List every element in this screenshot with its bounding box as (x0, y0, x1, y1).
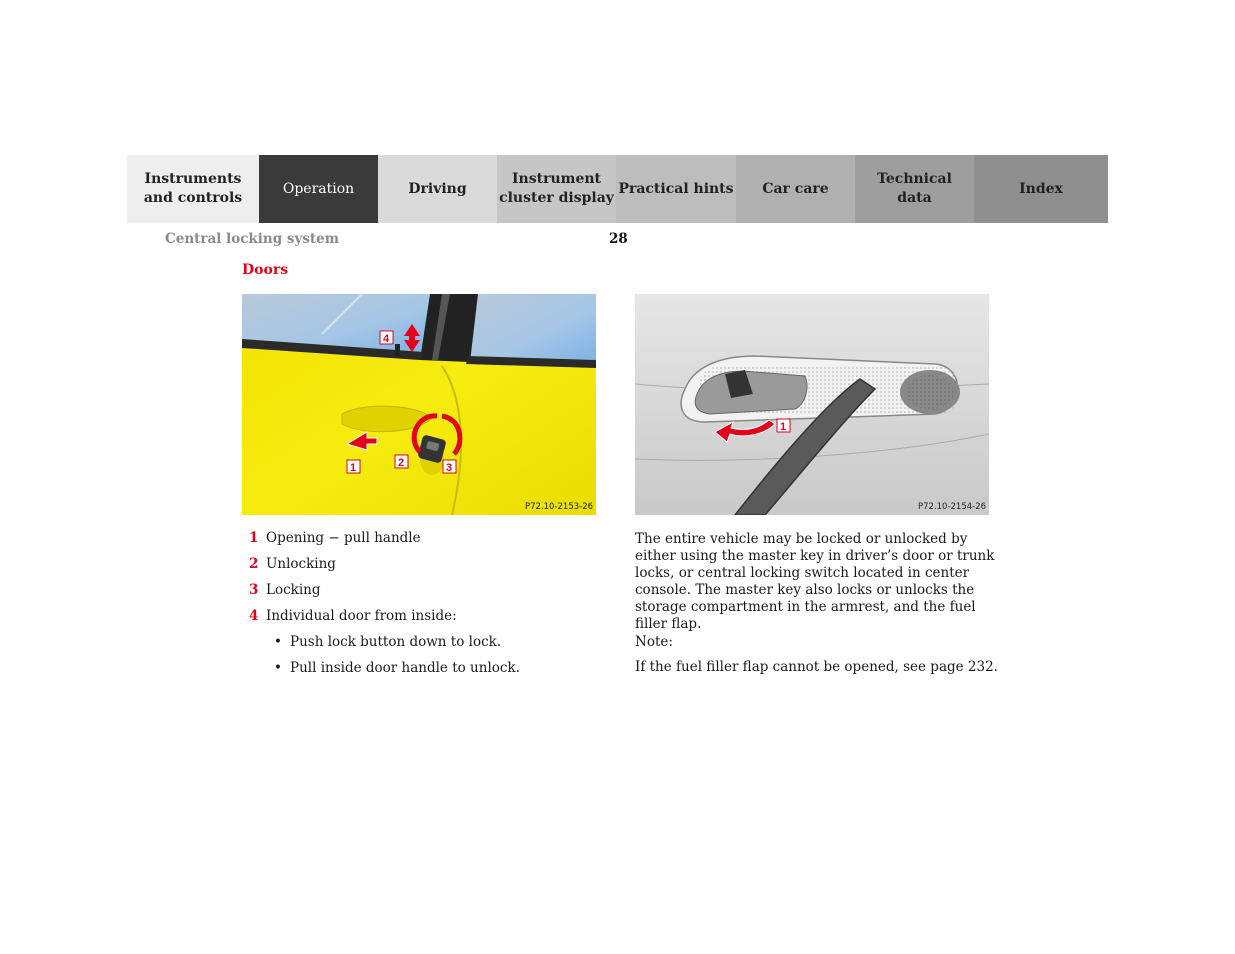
figure-code: P72.10-2153-26 (525, 502, 594, 512)
legend-text: Locking (266, 582, 321, 598)
callout-4: 4 (383, 333, 390, 345)
bullet-dot-icon: • (274, 634, 282, 650)
legend-list (249, 530, 619, 686)
bullet-item (249, 660, 619, 686)
interior-handle-illustration (635, 294, 989, 515)
tab-instruments-and-controls[interactable] (127, 155, 259, 223)
door-exterior-illustration (242, 294, 596, 515)
interior-handle-drawing (635, 294, 989, 515)
bullet-text: Pull inside door handle to unlock. (290, 660, 520, 676)
list-item (249, 556, 619, 582)
list-item (249, 530, 619, 556)
callout-1: 1 (780, 421, 787, 433)
tab-car-care[interactable] (736, 155, 855, 223)
bullet-item (249, 634, 619, 660)
note-text: If the fuel filler flap cannot be opened, see page 232. (635, 659, 998, 675)
figure-code: P72.10-2154-26 (918, 502, 987, 512)
section-title: Central locking system (165, 231, 340, 247)
note-label: Note: (635, 634, 673, 650)
page-heading: Doors (242, 262, 289, 278)
callout-1: 1 (350, 462, 357, 474)
legend-text: Opening − pull handle (266, 530, 421, 546)
legend-number: 4 (249, 608, 259, 624)
bullet-dot-icon: • (274, 660, 282, 676)
callout-3: 3 (446, 462, 453, 474)
legend-number: 1 (249, 530, 259, 546)
tab-operation[interactable] (259, 155, 378, 223)
list-item (249, 608, 619, 634)
chapter-nav (127, 155, 1108, 223)
body-paragraph: The entire vehicle may be locked or unlocked by either using the master key in driver’s door or trunk locks, or central locking switch located in center console. The master key also locks or unlocks the storage compartment in the armrest, and the fuel filler flap. (635, 531, 995, 632)
tab-practical-hints[interactable] (616, 155, 736, 223)
tab-label: Driving (408, 180, 467, 197)
page-number: 28 (609, 231, 628, 247)
tab-label: Instruments and controls (143, 171, 243, 206)
tab-label: Practical hints (618, 180, 734, 197)
callout-2: 2 (398, 457, 405, 469)
door-exterior-drawing (242, 294, 596, 515)
tab-driving[interactable] (378, 155, 497, 223)
tab-instrument-cluster-display[interactable] (497, 155, 616, 223)
legend-number: 2 (249, 556, 259, 572)
tab-index[interactable] (974, 155, 1108, 223)
tab-label: Technical data (877, 171, 952, 206)
tab-label: Car care (762, 180, 829, 197)
legend-text: Unlocking (266, 556, 336, 572)
list-item (249, 582, 619, 608)
tab-label: Operation (282, 180, 355, 197)
bullet-text: Push lock button down to lock. (290, 634, 502, 650)
tab-label: Index (1019, 180, 1063, 197)
legend-text: Individual door from inside: (266, 608, 457, 624)
tab-technical-data[interactable] (855, 155, 974, 223)
tab-label: Instrument cluster display (499, 171, 614, 206)
legend-number: 3 (249, 582, 259, 598)
